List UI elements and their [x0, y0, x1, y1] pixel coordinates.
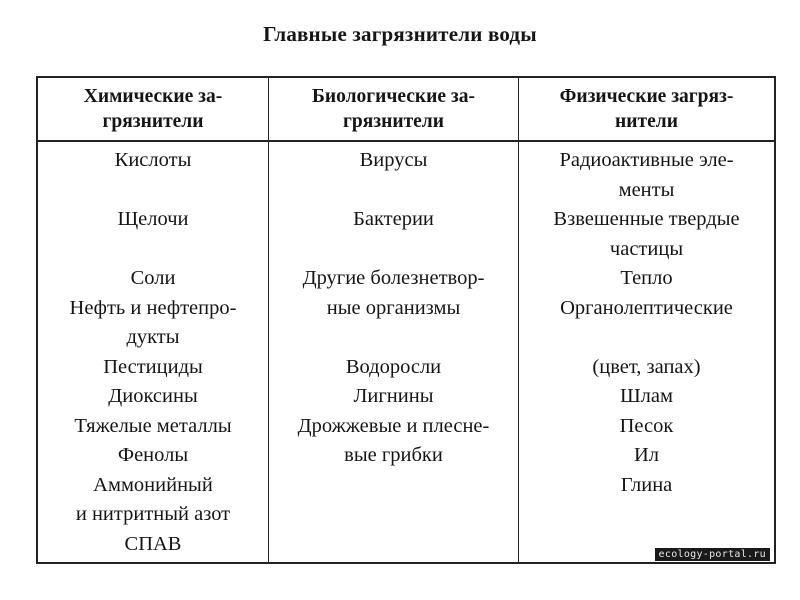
watermark: ecology-portal.ru — [655, 548, 770, 561]
spacer — [38, 176, 268, 206]
spacer — [269, 176, 518, 206]
table-cell: Фенолы — [117, 444, 189, 466]
column-header-biological: Биологические за- грязнители — [311, 86, 476, 132]
table-cell: Органолептические — [560, 296, 733, 319]
table-cell: Бактерии — [353, 208, 434, 230]
column-header-chemical: Химические за- грязнители — [83, 86, 223, 132]
table-cell: Песок — [619, 414, 674, 437]
table-cell: Пестициды — [103, 355, 203, 378]
table-cell: Дрожжевые и плесне- вые грибки — [297, 414, 490, 466]
column-biological — [269, 78, 518, 562]
table-cell: Кислоты — [114, 149, 192, 171]
table-cell: Взвешенные твердые частицы — [553, 208, 740, 260]
table-cell: Глина — [620, 473, 673, 496]
table-cell: Соли — [130, 267, 176, 289]
table-cell: Шлам — [620, 385, 673, 407]
spacer — [269, 235, 518, 265]
table-cell: Водоросли — [345, 355, 442, 378]
table-cell: Щелочи — [117, 208, 189, 230]
table-cell: СПАВ — [124, 532, 182, 555]
page-title: Главные загрязнители воды — [263, 22, 537, 46]
table-cell: Тяжелые металлы — [74, 414, 232, 437]
table-cell: (цвет, запах) — [592, 355, 701, 378]
table-cell: Аммонийный и нитритный азот — [75, 473, 231, 525]
column-chemical — [38, 78, 268, 562]
pollutants-table — [36, 76, 776, 564]
spacer — [38, 235, 268, 265]
table-cell: Тепло — [620, 267, 673, 289]
column-body-biological — [269, 146, 518, 471]
column-physical — [519, 78, 774, 562]
column-body-chemical — [38, 146, 268, 559]
table-cell: Ил — [633, 444, 660, 466]
table-cell: Нефть и нефтепро- дукты — [69, 296, 237, 348]
column-header-physical: Физические загряз- нители — [559, 86, 734, 132]
spacer — [519, 323, 774, 353]
table-cell: Вирусы — [359, 149, 428, 171]
table-cell: Радиоактивные эле- менты — [559, 149, 734, 201]
column-body-physical — [519, 146, 774, 500]
spacer — [269, 323, 518, 353]
table-cell: Другие болезнетвор- ные организмы — [302, 267, 485, 319]
table-cell: Лигнины — [353, 385, 434, 407]
table-cell: Диоксины — [108, 385, 198, 407]
